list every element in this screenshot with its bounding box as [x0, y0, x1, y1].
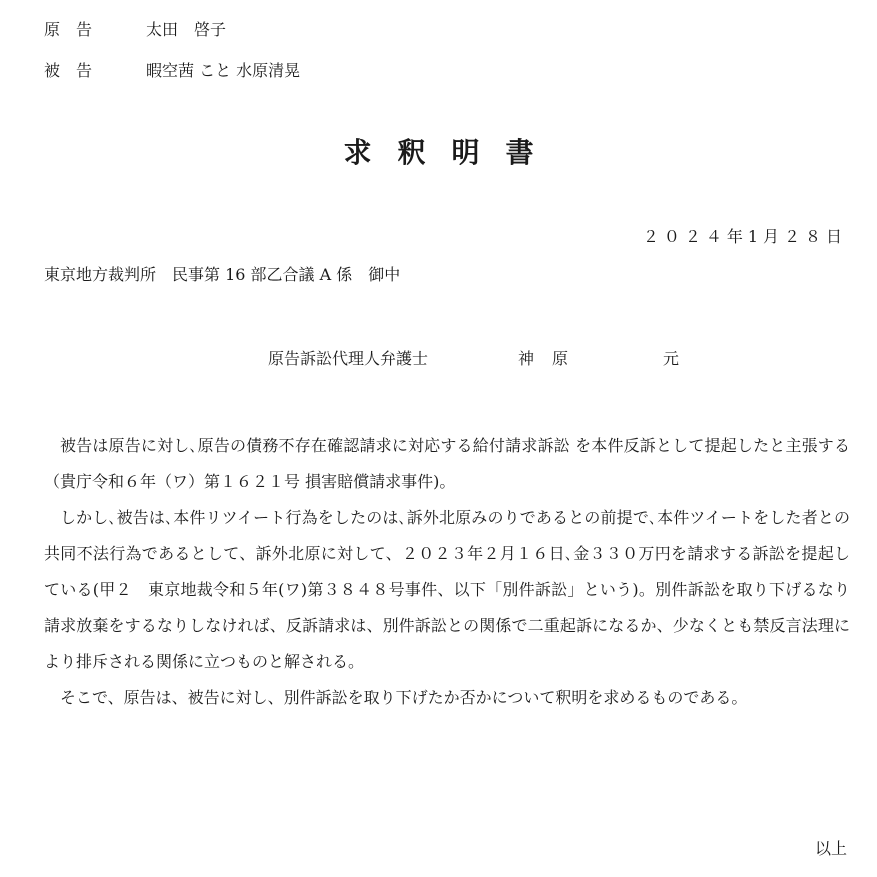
- plaintiff-row: [44, 20, 226, 40]
- attorney-surname: 神原: [518, 349, 587, 368]
- paragraph-3: そこで、原告は、被告に対し、別件訴訟を取り下げたか否かについて釈明を求めるものである。: [60, 688, 748, 707]
- paragraph-1: 被告は原告に対し､原告の債務不存在確認請求に対応する給付請求訴訟 を本件反訴として提起したと主張する（貴庁令和６年（ワ）第１６２１号 損害賠償請求事件)。: [44, 436, 850, 491]
- attorney-role: 原告訴訟代理人弁護士: [268, 349, 429, 368]
- plaintiff-label: 原告: [44, 20, 109, 39]
- defendant-name: 暇空茜 こと 水原清晃: [146, 61, 301, 80]
- court-addressee: 東京地方裁判所 民事第 16 部乙合議 A 係 御中: [44, 265, 401, 284]
- attorney-signature: [268, 348, 679, 370]
- closing-mark: 以上: [814, 839, 847, 858]
- document-title: 求釈明書: [343, 136, 560, 169]
- defendant-row: [44, 61, 300, 81]
- attorney-given-name: 元: [663, 349, 680, 368]
- document-date: ２０２４年1月２８日: [642, 227, 847, 246]
- paragraph-2: しかし､被告は､本件リツイート行為をしたのは､訴外北原みのりであるとの前提で､本件ツイートをした者との共同不法行為であるとして、訴外北原に対して、２０２３年２月１６日､金３３０万円を請求する訴訟を提起している(甲２ 東京地裁令和５年(ワ)第３８４８号事件、以下「別件訴訟」という)。別件訴訟を取り下げるなり請求放棄をするなりしなければ、反訴請求は、別件訴訟との関係で二重起訴になるか、少なくとも禁反言法理により排斥される関係に立つものと解される。: [44, 508, 850, 671]
- plaintiff-name: 太田 啓子: [146, 20, 227, 39]
- defendant-label: 被告: [44, 61, 109, 80]
- document-body: [44, 428, 850, 716]
